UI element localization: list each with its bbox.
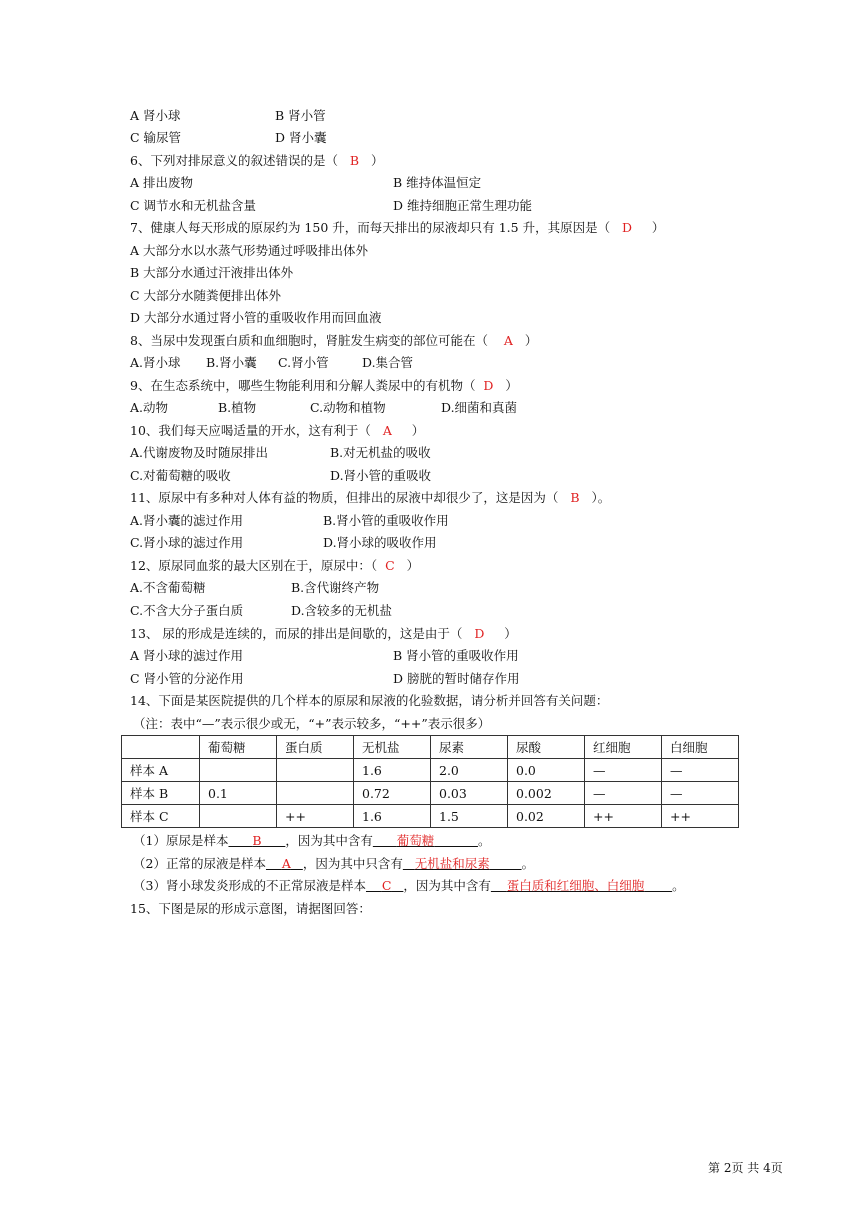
q12-stem: 12、原尿同血浆的最大区别在于，原尿中：（ C ） — [130, 558, 420, 573]
table-cell: 样本 B — [122, 782, 200, 805]
q9-option-b: B.植物 — [218, 400, 257, 415]
q10-option-a: A.代谢废物及时随尿排出 — [130, 445, 269, 460]
q9-stem: 9、在生态系统中，哪些生物能利用和分解人粪尿中的有机物（ D ） — [130, 378, 518, 393]
table-header-cell: 无机盐 — [354, 736, 431, 759]
q8-answer: A — [503, 333, 513, 348]
table-row — [122, 782, 739, 805]
q8-option-b: B.肾小囊 — [206, 355, 257, 370]
q14-sub3: （3）肾小球发炎形成的不正常尿液是样本 C ，因为其中含有 蛋白质和红细胞、白细胞 。 — [133, 878, 685, 893]
q11-answer: B — [570, 490, 580, 505]
q12-option-d: D.含较多的无机盐 — [291, 603, 393, 618]
table-header-cell: 葡萄糖 — [200, 736, 277, 759]
q14-sub1-answer-reason: 葡萄糖 — [396, 833, 435, 848]
table-cell: 0.0 — [508, 759, 585, 782]
q5-option-d: D 肾小囊 — [275, 130, 327, 145]
q13-option-c: C 肾小管的分泌作用 — [130, 671, 244, 686]
table-cell: — — [662, 759, 739, 782]
table-cell: 样本 C — [122, 805, 200, 828]
q12-option-b: B.含代谢终产物 — [291, 580, 380, 595]
q9-option-c: C.动物和植物 — [310, 400, 386, 415]
q9-option-a: A.动物 — [130, 400, 169, 415]
q7-answer: D — [622, 220, 633, 235]
table-header-cell: 尿素 — [431, 736, 508, 759]
q11-stem: 11、原尿中有多种对人体有益的物质，但排出的尿液中却很少了，这是因为（ B ）。 — [130, 490, 611, 505]
q14-sub1-answer-sample: B — [252, 833, 262, 848]
q10-option-b: B.对无机盐的吸收 — [330, 445, 431, 460]
q5-option-c: C 输尿管 — [130, 130, 182, 145]
table-cell: ++ — [277, 805, 354, 828]
q14-stem: 14、下面是某医院提供的几个样本的原尿和尿液的化验数据，请分析并回答有关问题： — [130, 693, 609, 708]
table-cell: — — [585, 759, 662, 782]
q13-option-d: D 膀胱的暂时储存作用 — [393, 671, 520, 686]
table-cell: 0.1 — [200, 782, 277, 805]
q6-answer: B — [349, 153, 360, 168]
table-cell: — — [662, 782, 739, 805]
q5-option-a: A 肾小球 — [130, 108, 181, 123]
table-cell: — — [585, 782, 662, 805]
q6-stem: 6、下列对排尿意义的叙述错误的是（ B ） — [130, 153, 384, 168]
table-cell — [200, 759, 277, 782]
q11-option-d: D.肾小球的吸收作用 — [323, 535, 437, 550]
q7-option-c: C 大部分水随粪便排出体外 — [130, 288, 282, 303]
q6-option-c: C 调节水和无机盐含量 — [130, 198, 257, 213]
table-header-cell: 蛋白质 — [277, 736, 354, 759]
q10-answer: A — [382, 423, 392, 438]
table-cell: 2.0 — [431, 759, 508, 782]
table-row — [122, 805, 739, 828]
q7-option-b: B 大部分水通过汗液排出体外 — [130, 265, 294, 280]
q13-stem: 13、 尿的形成是连续的，而尿的排出是间歇的，这是由于（ D ） — [130, 626, 517, 641]
table-row — [122, 759, 739, 782]
table-cell: ++ — [662, 805, 739, 828]
q8-option-c: C.肾小管 — [278, 355, 329, 370]
q14-sub3-answer-sample: C — [381, 878, 392, 893]
q7-option-d: D 大部分水通过肾小管的重吸收作用而回血液 — [130, 310, 382, 325]
table-cell: 0.002 — [508, 782, 585, 805]
table-cell: 0.72 — [354, 782, 431, 805]
table-cell: 1.6 — [354, 805, 431, 828]
q8-stem: 8、当尿中发现蛋白质和血细胞时，肾脏发生病变的部位可能在（ A ） — [130, 333, 538, 348]
q9-option-d: D.细菌和真菌 — [441, 400, 518, 415]
page-footer: 第 2页 共 4页 — [708, 1161, 783, 1175]
table-cell: 1.5 — [431, 805, 508, 828]
table-header-cell: 尿酸 — [508, 736, 585, 759]
q6-option-d: D 维持细胞正常生理功能 — [393, 198, 532, 213]
q8-option-d: D.集合管 — [362, 355, 414, 370]
q13-option-a: A 肾小球的滤过作用 — [130, 648, 244, 663]
q11-option-b: B.肾小管的重吸收作用 — [323, 513, 449, 528]
table-header-cell: 白细胞 — [662, 736, 739, 759]
q7-stem: 7、健康人每天形成的原尿约为 150 升，而每天排出的尿液却只有 1.5 升，其原因是（ D ） — [130, 220, 665, 235]
table-cell — [277, 759, 354, 782]
q11-option-c: C.肾小球的滤过作用 — [130, 535, 244, 550]
table-header-cell: 红细胞 — [585, 736, 662, 759]
q14-note: （注：表中“—”表示很少或无，“+”表示较多，“++”表示很多） — [133, 716, 491, 731]
q12-option-c: C.不含大分子蛋白质 — [130, 603, 244, 618]
table-cell: 0.03 — [431, 782, 508, 805]
table-cell — [200, 805, 277, 828]
q13-answer: D — [474, 626, 485, 641]
table-cell: 0.02 — [508, 805, 585, 828]
q14-sub2-answer-reason: 无机盐和尿素 — [414, 856, 490, 871]
q12-answer: C — [385, 558, 395, 573]
q15-stem: 15、下图是尿的形成示意图，请据图回答： — [130, 901, 371, 916]
q14-sub3-answer-reason: 蛋白质和红细胞、白细胞 — [506, 878, 645, 893]
q14-sub1: （1）原尿是样本 B ，因为其中含有 葡萄糖 。 — [133, 833, 491, 848]
q10-option-c: C.对葡萄糖的吸收 — [130, 468, 231, 483]
q7-option-a: A 大部分水以水蒸气形势通过呼吸排出体外 — [130, 243, 369, 258]
table-cell: ++ — [585, 805, 662, 828]
q10-stem: 10、我们每天应喝适量的开水，这有利于（ A ） — [130, 423, 425, 438]
q9-answer: D — [483, 378, 494, 393]
q6-option-a: A 排出废物 — [130, 175, 194, 190]
q6-option-b: B 维持体温恒定 — [393, 175, 482, 190]
q14-sub2: （2）正常的尿液是样本 A ，因为其中只含有 无机盐和尿素 。 — [133, 856, 535, 871]
q13-option-b: B 肾小管的重吸收作用 — [393, 648, 519, 663]
q10-option-d: D.肾小管的重吸收 — [330, 468, 432, 483]
table-header-cell — [122, 736, 200, 759]
lab-results-table — [121, 735, 739, 828]
q11-option-a: A.肾小囊的滤过作用 — [130, 513, 244, 528]
table-header-row — [122, 736, 739, 759]
q5-option-b: B 肾小管 — [275, 108, 326, 123]
table-cell — [277, 782, 354, 805]
q14-sub2-answer-sample: A — [281, 856, 291, 871]
q12-option-a: A.不含葡萄糖 — [130, 580, 206, 595]
table-cell: 1.6 — [354, 759, 431, 782]
q8-option-a: A.肾小球 — [130, 355, 181, 370]
table-cell: 样本 A — [122, 759, 200, 782]
